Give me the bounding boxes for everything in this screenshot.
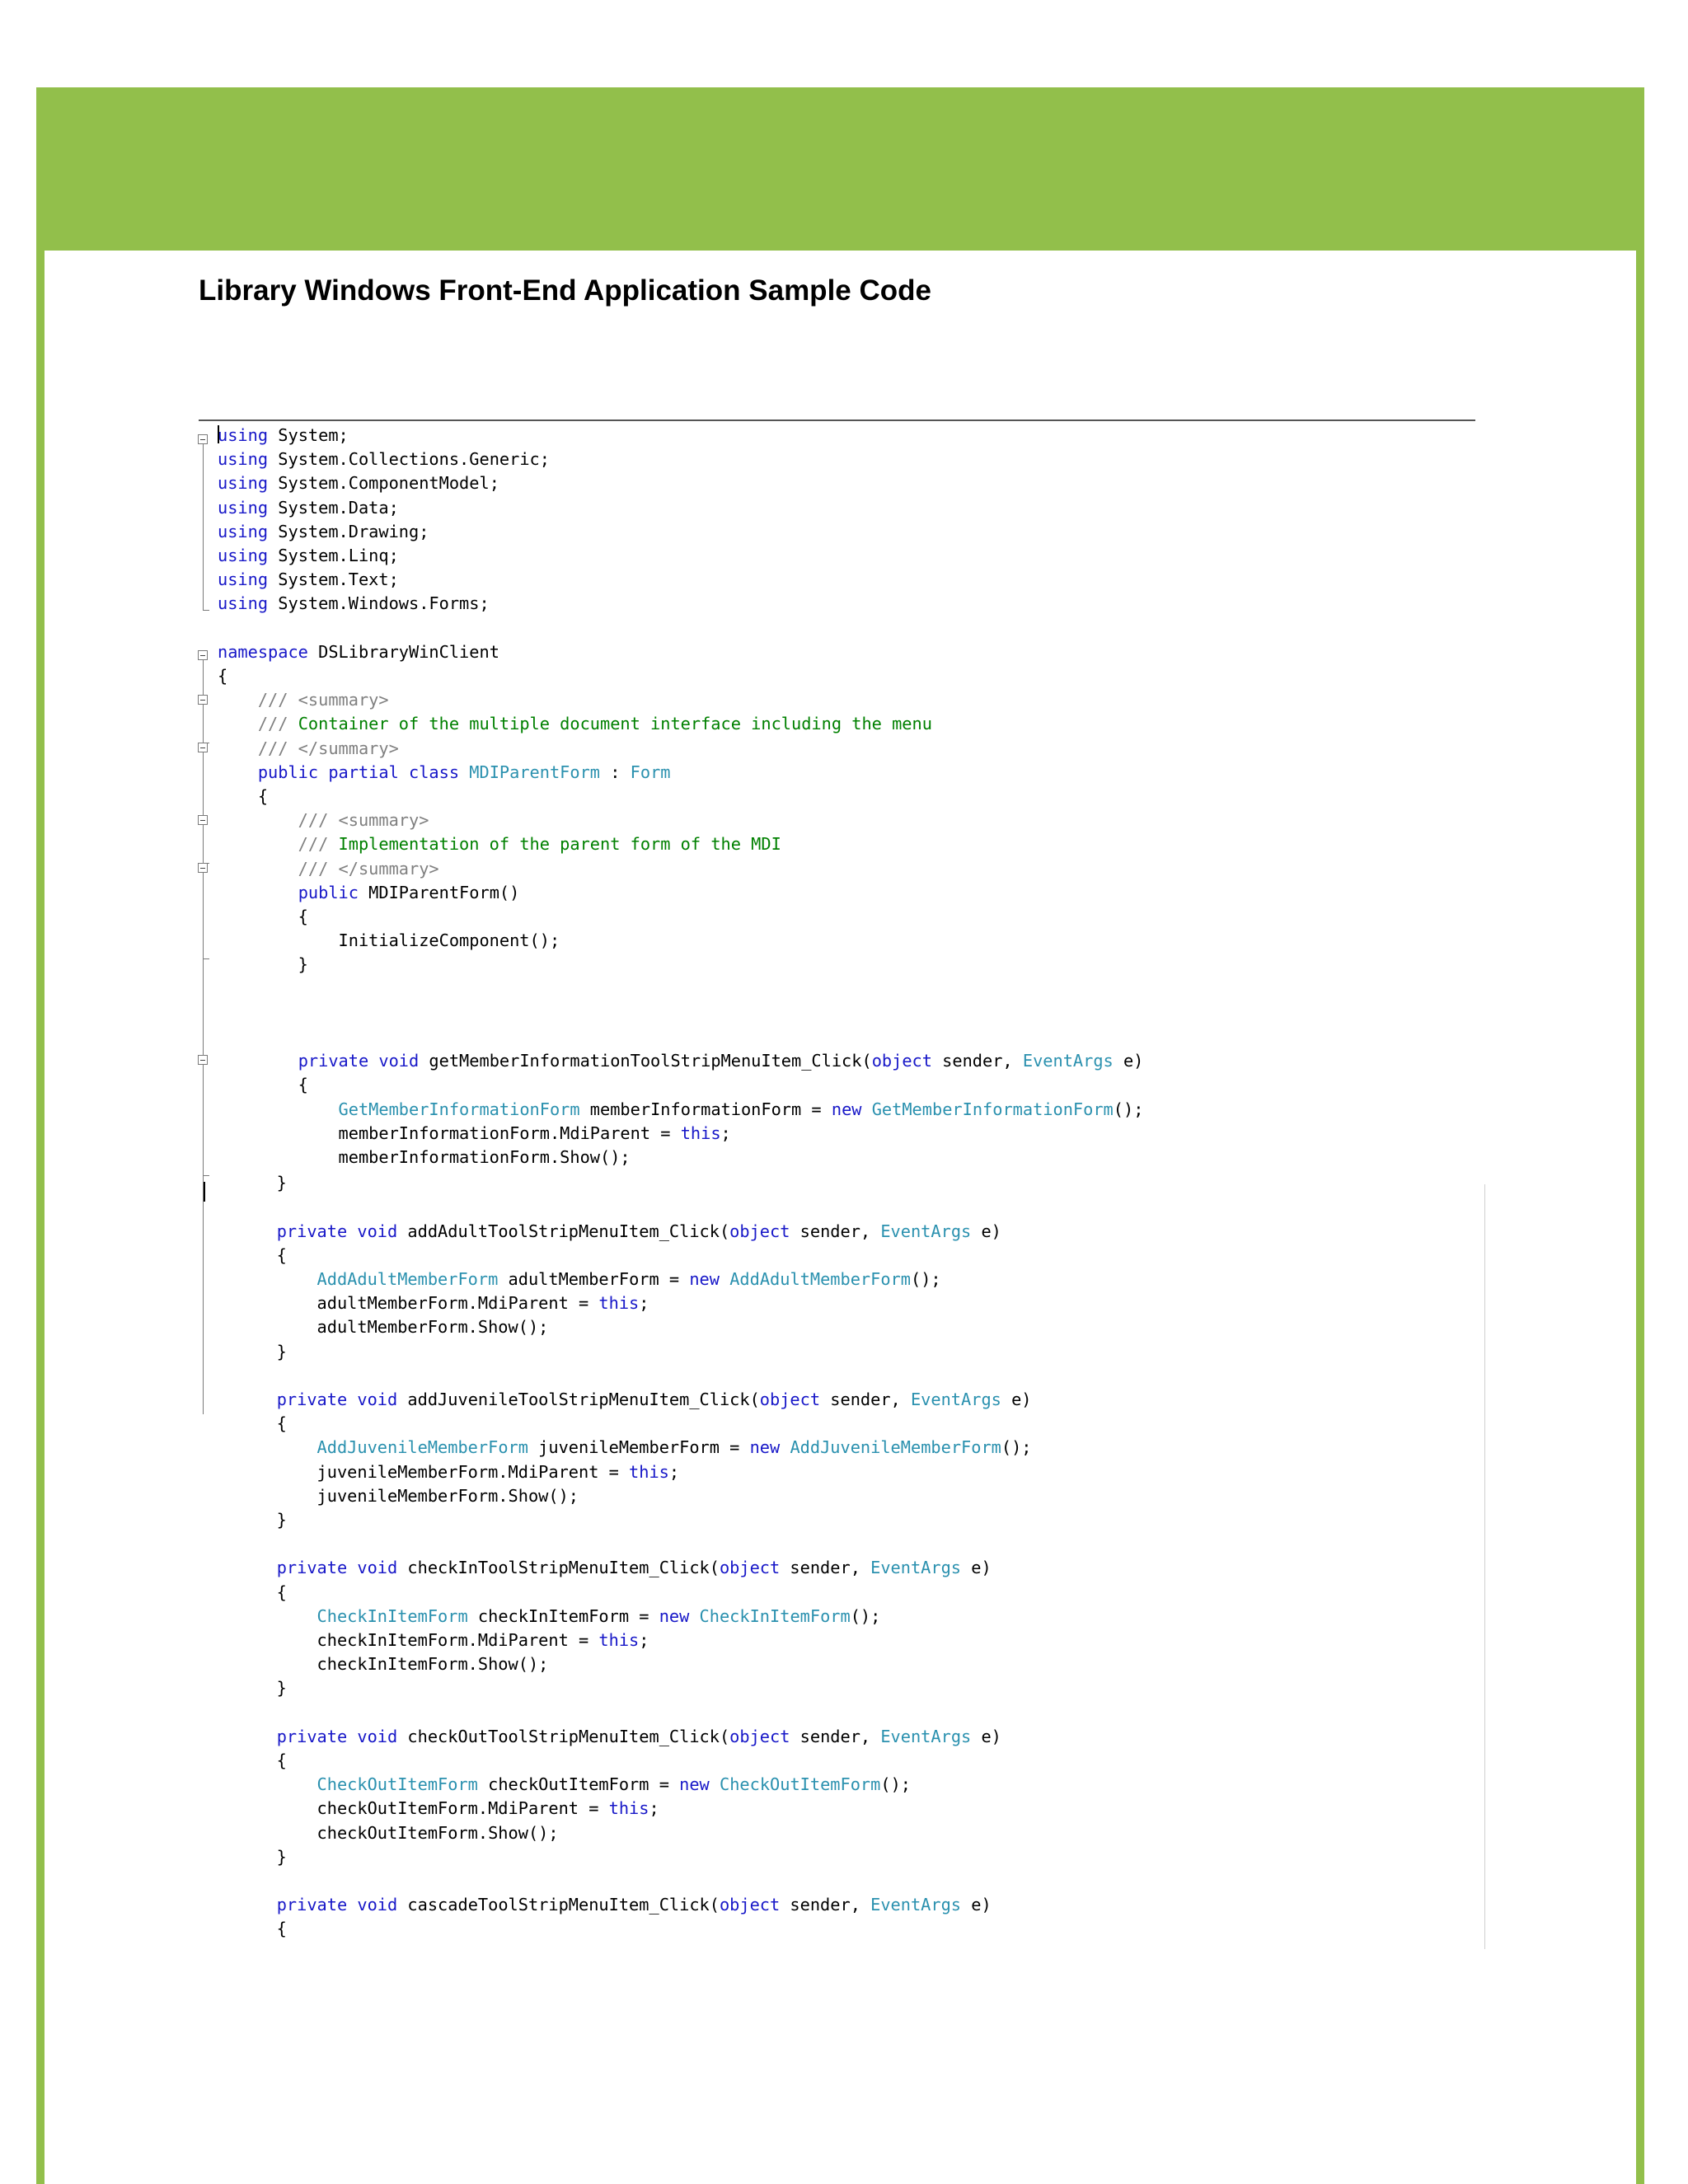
code-token: juvenileMemberForm.Show(); (196, 1485, 579, 1506)
code-line (196, 1556, 992, 1580)
code-token: memberInformationForm = (579, 1099, 832, 1119)
code-token: (); (1001, 1437, 1032, 1458)
code-token: using (218, 521, 269, 541)
code-token: e) (1001, 1390, 1032, 1409)
code-token: System.Collections.Generic; (268, 449, 550, 470)
code-token: { (218, 907, 308, 926)
code-token: ; (639, 1293, 649, 1314)
code-token: AddAdultMemberForm (316, 1269, 499, 1289)
code-token: object (719, 1558, 781, 1578)
code-token: EventArgs (880, 1221, 972, 1241)
text-cursor (218, 425, 219, 443)
code-token: this (608, 1798, 649, 1819)
code-token: } (196, 1678, 287, 1699)
code-token: } (218, 954, 308, 975)
code-line (218, 1146, 631, 1169)
code-token: addJuvenileToolStripMenuItem_Click( (397, 1390, 760, 1409)
code-token: checkInItemForm.MdiParent = (196, 1630, 599, 1650)
collapse-ctor-summary-icon[interactable] (198, 815, 208, 825)
code-token: GetMemberInformationForm (338, 1099, 580, 1119)
code-token: new (689, 1269, 720, 1289)
code-token (196, 1606, 317, 1626)
code-token: ; (668, 1461, 680, 1482)
collapse-method-icon[interactable] (198, 1055, 208, 1065)
editor-right-edge (1484, 1184, 1485, 1949)
code-line (218, 471, 499, 495)
code-token: System.Linq; (268, 546, 399, 565)
code-token: Container of the multiple document interface including the menu (298, 714, 932, 734)
code-line (218, 929, 560, 953)
code-token: AddAdultMemberForm (729, 1269, 911, 1289)
collapse-summary-icon[interactable] (198, 695, 208, 705)
code-token: { (196, 1413, 287, 1434)
code-line (196, 1629, 649, 1652)
code-token: DSLibraryWinClient (307, 641, 499, 662)
code-token (689, 1606, 699, 1626)
code-token: private void (298, 1051, 420, 1071)
collapse-usings-icon[interactable] (198, 434, 208, 444)
code-token: EventArgs (910, 1390, 1001, 1409)
code-token (218, 1051, 298, 1071)
code-line (196, 1605, 880, 1629)
code-line (218, 640, 499, 664)
code-token: } (196, 1510, 287, 1530)
code-token: { (218, 786, 269, 806)
code-token: CheckInItemForm (699, 1605, 851, 1626)
code-token (196, 1774, 317, 1794)
code-line (218, 761, 671, 785)
code-token: checkOutItemForm = (477, 1774, 680, 1795)
code-token: sender, (780, 1558, 871, 1578)
code-line (218, 857, 439, 881)
code-token: this (598, 1630, 640, 1650)
code-token (196, 1895, 277, 1915)
code-line (196, 1268, 941, 1291)
code-token: CheckOutItemForm (719, 1774, 881, 1795)
code-token: using (218, 473, 269, 494)
code-line (218, 808, 429, 832)
code-token: { (196, 1750, 287, 1770)
code-line (218, 832, 781, 856)
code-line (218, 496, 399, 520)
code-token: using (218, 593, 269, 614)
code-line (196, 1460, 679, 1484)
code-token: e) (971, 1221, 1001, 1241)
code-token: using (218, 497, 269, 518)
code-line (218, 737, 399, 761)
title-divider (199, 419, 1475, 421)
code-token: { (196, 1582, 287, 1602)
code-token: public (298, 882, 359, 902)
code-token: : (600, 762, 631, 782)
code-token: juvenileMemberForm.MdiParent = (196, 1461, 630, 1482)
code-listing (0, 422, 1688, 1955)
code-token: checkOutItemForm.MdiParent = (196, 1798, 609, 1819)
code-token: private void (276, 1726, 398, 1746)
code-line (196, 1652, 548, 1676)
code-line (196, 1220, 1001, 1244)
code-token: new (831, 1099, 862, 1119)
code-token: e) (1113, 1051, 1144, 1071)
code-token: memberInformationForm.Show(); (218, 1147, 631, 1167)
code-token: /// (218, 714, 298, 734)
code-token (710, 1774, 720, 1794)
code-line (196, 1340, 287, 1364)
code-line (196, 1773, 911, 1797)
code-token: InitializeComponent(); (218, 930, 560, 951)
code-line (196, 1244, 287, 1268)
code-line (218, 785, 268, 808)
code-line (196, 1893, 992, 1917)
code-token: new (749, 1437, 781, 1458)
outline-end-ctor (203, 958, 209, 959)
code-token: new (659, 1605, 690, 1626)
code-token (196, 1269, 317, 1289)
code-line (196, 1436, 1032, 1460)
code-token: namespace (218, 641, 308, 662)
code-line (218, 1098, 1143, 1122)
code-token: object (729, 1221, 790, 1241)
code-line (196, 1749, 287, 1773)
code-line (196, 1484, 579, 1508)
code-line (196, 1388, 1032, 1412)
code-line (218, 881, 519, 905)
code-token: System.Drawing; (268, 521, 429, 541)
code-line (196, 1291, 649, 1315)
code-token: MDIParentForm (469, 762, 601, 782)
code-token: System; (268, 425, 349, 445)
code-token: checkOutItemForm.Show(); (196, 1822, 559, 1843)
code-token: private void (276, 1390, 398, 1409)
code-token: using (218, 449, 269, 470)
code-token: ; (720, 1122, 731, 1143)
code-token: System.Text; (268, 569, 399, 590)
code-token: (); (850, 1605, 881, 1626)
code-token: private void (276, 1221, 398, 1241)
code-token: { (218, 666, 228, 686)
code-token: /// <summary> (218, 690, 389, 710)
code-token: object (871, 1051, 932, 1071)
code-token: sender, (931, 1051, 1023, 1071)
code-line (196, 1508, 287, 1532)
code-token: } (196, 1173, 287, 1193)
code-token: { (196, 1244, 287, 1265)
code-line (196, 1412, 287, 1436)
code-line (218, 953, 308, 977)
code-token: memberInformationForm.MdiParent = (218, 1122, 681, 1143)
code-token: object (719, 1895, 781, 1915)
code-token: { (218, 1075, 308, 1095)
code-token: Implementation of the parent form of the MDI (338, 834, 781, 855)
code-token: adultMemberForm.Show(); (196, 1317, 549, 1338)
code-token: checkInItemForm.Show(); (196, 1654, 549, 1675)
code-token: } (196, 1341, 287, 1361)
code-token: object (729, 1726, 790, 1746)
code-token (218, 1099, 339, 1119)
code-token: CheckOutItemForm (316, 1774, 478, 1795)
code-token: /// (218, 834, 339, 855)
code-token: System.ComponentModel; (268, 473, 499, 494)
code-token: ; (649, 1798, 659, 1819)
code-token (459, 762, 469, 782)
code-line (218, 568, 399, 592)
collapse-class-icon[interactable] (198, 743, 208, 752)
code-line (218, 544, 399, 568)
code-token: adultMemberForm.MdiParent = (196, 1293, 599, 1314)
code-line (218, 712, 932, 736)
code-line (218, 905, 308, 929)
code-line (218, 424, 349, 448)
code-token (196, 1390, 277, 1409)
code-token: new (679, 1774, 710, 1795)
outline-end-usings (203, 610, 209, 611)
code-line (218, 592, 490, 616)
code-token: this (680, 1122, 721, 1143)
code-token: /// <summary> (218, 810, 429, 831)
code-token: EventArgs (870, 1895, 962, 1915)
code-token: /// </summary> (218, 858, 439, 879)
code-token (780, 1437, 790, 1457)
code-line (196, 1845, 287, 1869)
code-token: e) (961, 1895, 992, 1915)
code-line (196, 1315, 548, 1339)
code-token: (); (910, 1269, 941, 1289)
code-token: this (629, 1461, 669, 1482)
code-token: EventArgs (880, 1726, 972, 1746)
code-token: juvenileMemberForm = (528, 1437, 750, 1458)
code-token: AddJuvenileMemberForm (316, 1437, 528, 1458)
code-token: EventArgs (870, 1558, 962, 1578)
code-token (862, 1099, 872, 1119)
code-token: } (196, 1846, 287, 1867)
code-line (218, 448, 550, 471)
outline-guide-usings (203, 438, 204, 610)
code-token: e) (971, 1726, 1001, 1746)
code-token: cascadeToolStripMenuItem_Click( (397, 1895, 720, 1915)
code-token: private void (276, 1895, 398, 1915)
code-token: using (218, 425, 269, 445)
code-token (720, 1269, 729, 1289)
code-line (196, 1797, 659, 1821)
code-line (218, 520, 429, 544)
code-token: /// </summary> (218, 738, 399, 758)
code-token: CheckInItemForm (316, 1605, 468, 1626)
code-line (196, 1171, 287, 1195)
code-token: private void (276, 1558, 398, 1578)
code-token: getMemberInformationToolStripMenuItem_Click( (419, 1051, 872, 1071)
code-token (196, 1727, 277, 1746)
code-line (218, 664, 227, 688)
code-line (196, 1917, 287, 1941)
code-token: sender, (780, 1895, 871, 1915)
code-token: checkOutToolStripMenuItem_Click( (397, 1726, 730, 1746)
code-line (218, 1073, 308, 1097)
code-token: AddJuvenileMemberForm (790, 1437, 1001, 1458)
code-line (218, 1049, 1143, 1073)
code-token: GetMemberInformationForm (871, 1099, 1114, 1119)
code-token: this (598, 1293, 640, 1314)
code-token: System.Windows.Forms; (268, 593, 490, 614)
code-token: sender, (820, 1390, 911, 1409)
code-token: e) (961, 1558, 992, 1578)
collapse-ctor-icon[interactable] (198, 863, 208, 873)
code-token: sender, (790, 1726, 881, 1746)
code-token: Form (630, 762, 671, 782)
code-token (218, 883, 298, 902)
code-token: sender, (790, 1221, 881, 1241)
code-token: checkInItemForm = (467, 1605, 659, 1626)
code-token: ; (639, 1630, 649, 1650)
code-line (218, 1122, 731, 1146)
code-line (196, 1581, 287, 1605)
code-token (196, 1558, 277, 1577)
page-title: Library Windows Front-End Application Sample Code (199, 274, 931, 307)
code-token (218, 762, 258, 782)
code-line (218, 688, 389, 712)
code-token (196, 1437, 317, 1457)
code-token: { (196, 1919, 287, 1939)
code-token: addAdultToolStripMenuItem_Click( (397, 1221, 730, 1241)
code-token: checkInToolStripMenuItem_Click( (397, 1558, 720, 1578)
code-line (196, 1821, 559, 1845)
code-token: (); (1113, 1099, 1144, 1119)
code-token: using (218, 546, 269, 565)
code-token (196, 1221, 277, 1241)
code-token: MDIParentForm() (358, 882, 520, 902)
code-line (196, 1725, 1001, 1749)
text-cursor-secondary (204, 1182, 205, 1202)
code-token: adultMemberForm = (498, 1269, 690, 1289)
collapse-namespace-icon[interactable] (198, 650, 208, 660)
code-token: System.Data; (268, 497, 399, 518)
code-token: EventArgs (1022, 1051, 1114, 1071)
code-line (196, 1676, 287, 1700)
code-token: (); (880, 1774, 911, 1795)
code-token: using (218, 569, 269, 590)
code-token: public partial class (257, 762, 460, 782)
code-token: object (759, 1390, 821, 1409)
